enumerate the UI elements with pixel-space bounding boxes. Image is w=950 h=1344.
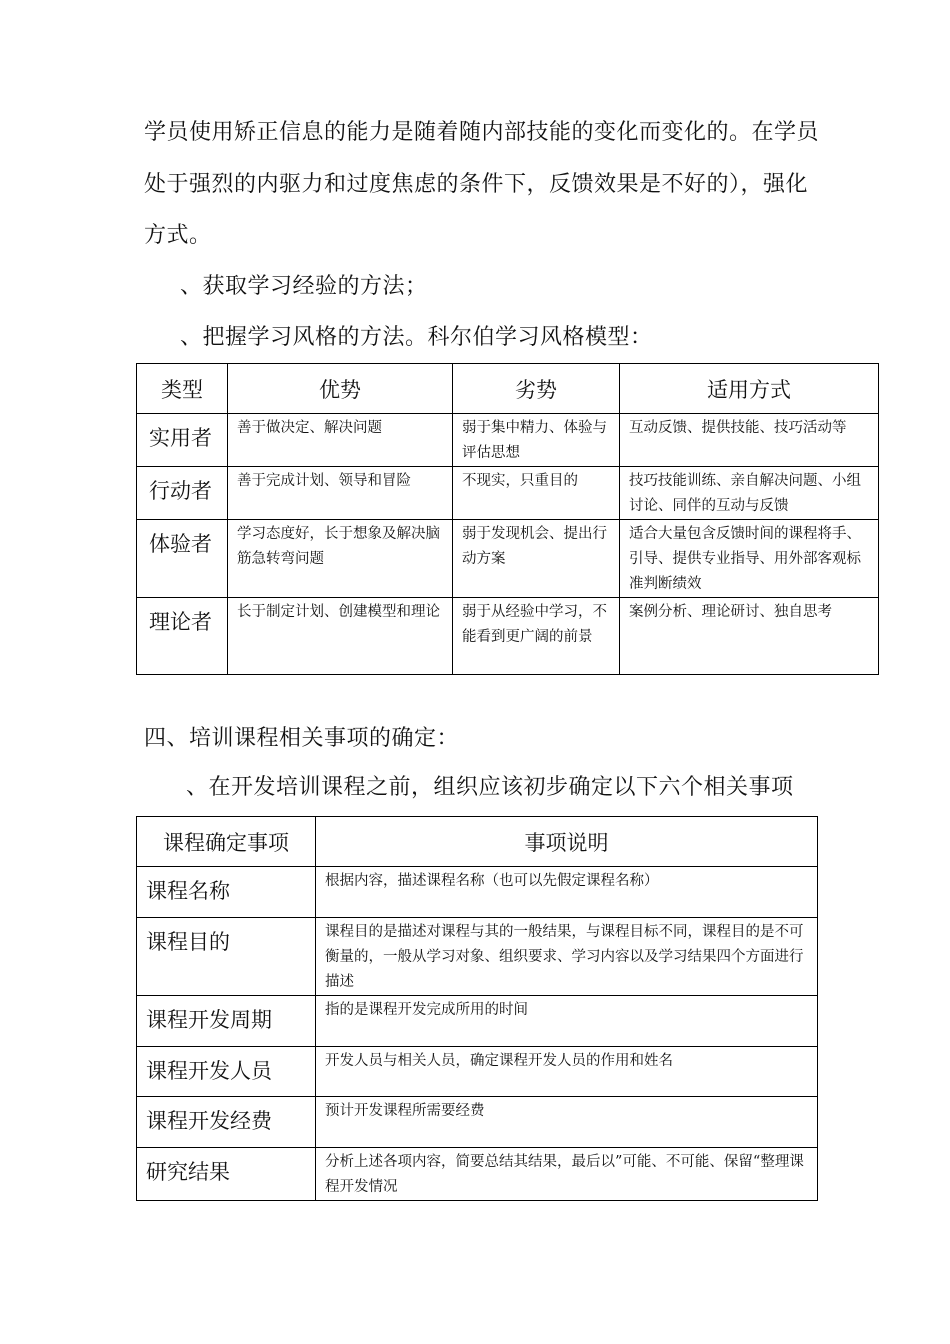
style-weakness: 弱于发现机会、提出行动方案 bbox=[453, 520, 620, 598]
header-strength: 优势 bbox=[228, 364, 453, 414]
header-method: 适用方式 bbox=[620, 364, 879, 414]
course-items-table bbox=[136, 816, 818, 1201]
course-desc: 开发人员与相关人员，确定课程开发人员的作用和姓名 bbox=[316, 1047, 818, 1097]
style-strength: 善于做决定、解决问题 bbox=[228, 414, 453, 467]
table-row bbox=[137, 414, 879, 467]
style-method: 案例分析、理论研讨、独自思考 bbox=[620, 598, 879, 675]
table-row bbox=[137, 467, 879, 520]
style-weakness: 弱于从经验中学习，不能看到更广阔的前景 bbox=[453, 598, 620, 675]
style-method: 适合大量包含反馈时间的课程将手、引导、提供专业指导、用外部客观标准判断绩效 bbox=[620, 520, 879, 598]
course-desc: 预计开发课程所需要经费 bbox=[316, 1097, 818, 1148]
style-type: 体验者 bbox=[137, 520, 228, 598]
course-desc: 指的是课程开发完成所用的时间 bbox=[316, 996, 818, 1047]
section-heading: 四、培训课程相关事项的确定： bbox=[144, 726, 460, 751]
header-item: 课程确定事项 bbox=[137, 817, 316, 867]
course-item: 研究结果 bbox=[137, 1148, 316, 1201]
table-header-row bbox=[137, 817, 818, 867]
list-item-a: 、获取学习经验的方法； bbox=[180, 274, 428, 299]
paragraph-line-1: 学员使用矫正信息的能力是随着随内部技能的变化而变化的。在学员 bbox=[144, 120, 820, 145]
style-type: 行动者 bbox=[137, 467, 228, 520]
style-strength: 善于完成计划、领导和冒险 bbox=[228, 467, 453, 520]
style-weakness: 弱于集中精力、体验与评估思想 bbox=[453, 414, 620, 467]
style-strength: 学习态度好，长于想象及解决脑筋急转弯问题 bbox=[228, 520, 453, 598]
course-item: 课程名称 bbox=[137, 867, 316, 918]
style-method: 互动反馈、提供技能、技巧活动等 bbox=[620, 414, 879, 467]
style-type: 理论者 bbox=[137, 598, 228, 675]
paragraph-line-3: 方式。 bbox=[144, 223, 212, 248]
course-desc: 分析上述各项内容，简要总结其结果，最后以”可能、不可能、保留“整理课程开发情况 bbox=[316, 1148, 818, 1201]
paragraph-line-2: 处于强烈的内驱力和过度焦虑的条件下，反馈效果是不好的），强化 bbox=[144, 172, 809, 197]
style-strength: 长于制定计划、创建模型和理论 bbox=[228, 598, 453, 675]
style-weakness: 不现实，只重目的 bbox=[453, 467, 620, 520]
table-row bbox=[137, 1047, 818, 1097]
table-row bbox=[137, 1097, 818, 1148]
course-desc: 课程目的是描述对课程与其的一般结果，与课程目标不同，课程目的是不可衡量的，一般从学习对象、组织要求、学习内容以及学习结果四个方面进行描述 bbox=[316, 918, 818, 996]
course-item: 课程目的 bbox=[137, 918, 316, 996]
style-method: 技巧技能训练、亲自解决问题、小组讨论、同伴的互动与反馈 bbox=[620, 467, 879, 520]
course-item: 课程开发人员 bbox=[137, 1047, 316, 1097]
list-item-b: 、把握学习风格的方法。科尔伯学习风格模型： bbox=[180, 325, 653, 350]
table-row bbox=[137, 996, 818, 1047]
header-desc: 事项说明 bbox=[316, 817, 818, 867]
table-row bbox=[137, 520, 879, 598]
table-row bbox=[137, 1148, 818, 1201]
section-intro: 、在开发培训课程之前，组织应该初步确定以下六个相关事项 bbox=[186, 775, 794, 800]
table-header-row bbox=[137, 364, 879, 414]
header-type: 类型 bbox=[137, 364, 228, 414]
course-item: 课程开发经费 bbox=[137, 1097, 316, 1148]
table-row bbox=[137, 867, 818, 918]
table-row bbox=[137, 918, 818, 996]
table-row bbox=[137, 598, 879, 675]
course-item: 课程开发周期 bbox=[137, 996, 316, 1047]
course-desc: 根据内容，描述课程名称（也可以先假定课程名称） bbox=[316, 867, 818, 918]
learning-style-table bbox=[136, 363, 879, 675]
style-type: 实用者 bbox=[137, 414, 228, 467]
header-weakness: 劣势 bbox=[453, 364, 620, 414]
